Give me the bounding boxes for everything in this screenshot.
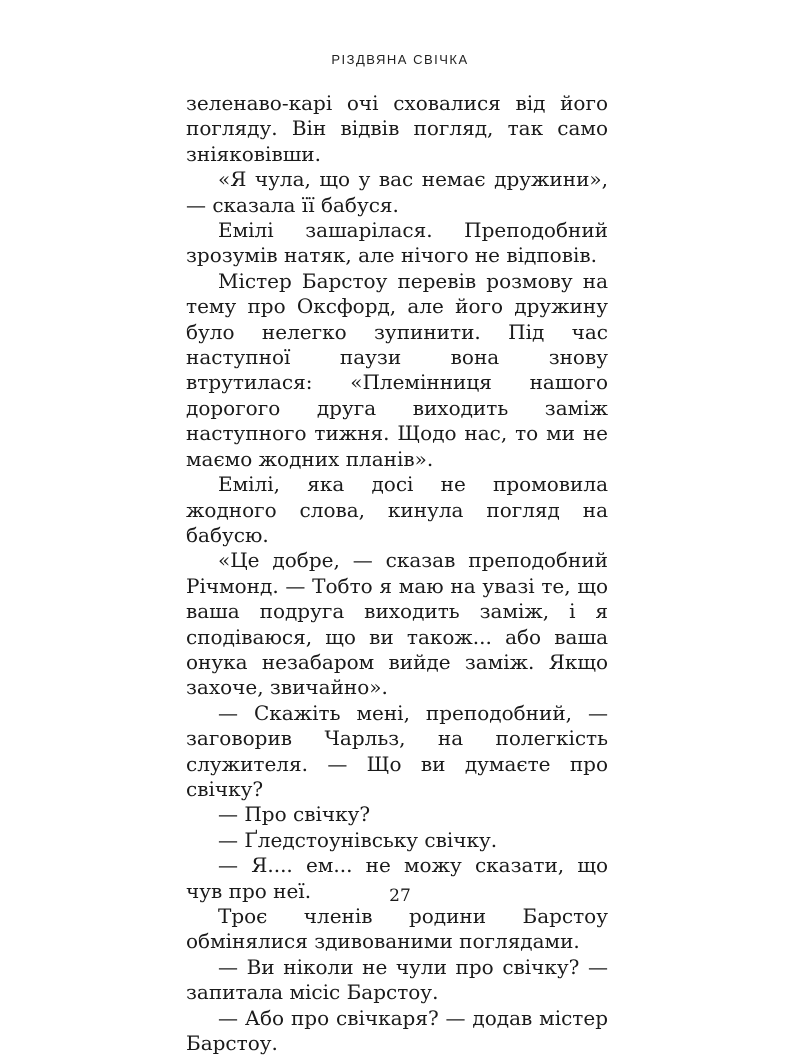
paragraph: — Я.... ем... не можу сказати, що чув про неї.	[186, 853, 608, 903]
paragraph: Емілі зашарілася. Преподобний зрозумів натяк, але нічого не відповів.	[186, 218, 608, 268]
paragraph: «Це добре, — сказав преподобний Річмонд. — Тобто я маю на увазі те, що ваша подруга виходить заміж, і я сподіваюся, що ви також... або ваша онука незабаром вийде заміж. Якщо захоче, звичайно».	[186, 548, 608, 700]
paragraph: — Про свічку?	[218, 802, 371, 827]
paragraph: Троє членів родини Барстоу обмінялися здивованими поглядами.	[186, 904, 608, 954]
paragraph: Містер Барстоу перевів розмову на тему про Оксфорд, але його дружину було нелегко зупинити. Під час наступної паузи вона знову втрутилася: «Племінниця нашого дорогого друга виходить заміж наступного тижня. Щодо нас, то ми не маємо жодних планів».	[186, 268, 608, 471]
page-number: 27	[389, 886, 411, 906]
paragraph: зеленаво-карі очі сховалися від його погляду. Він відвів погляд, так само зніяковівши.	[186, 91, 608, 166]
paragraph: — Ґледстоунівську свічку.	[218, 827, 498, 852]
paragraph: — Ви ніколи не чули про свічку? — запитала місіс Барстоу.	[186, 954, 608, 1005]
body-text	[186, 91, 608, 1056]
paragraph: «Я чула, що у вас немає дружини», — сказала її бабуся.	[186, 167, 608, 217]
paragraph: Емілі, яка досі не промовила жодного слова, кинула погляд на бабусю.	[186, 472, 608, 547]
paragraph: — Скажіть мені, преподобний, — заговорив Чарльз, на полегкість служителя. — Що ви думаєте про свічку?	[186, 700, 608, 801]
paragraph: — Або про свічкаря? — додав містер Барстоу.	[186, 1005, 608, 1056]
running-header: РІЗДВЯНА СВІЧКА	[331, 52, 469, 67]
